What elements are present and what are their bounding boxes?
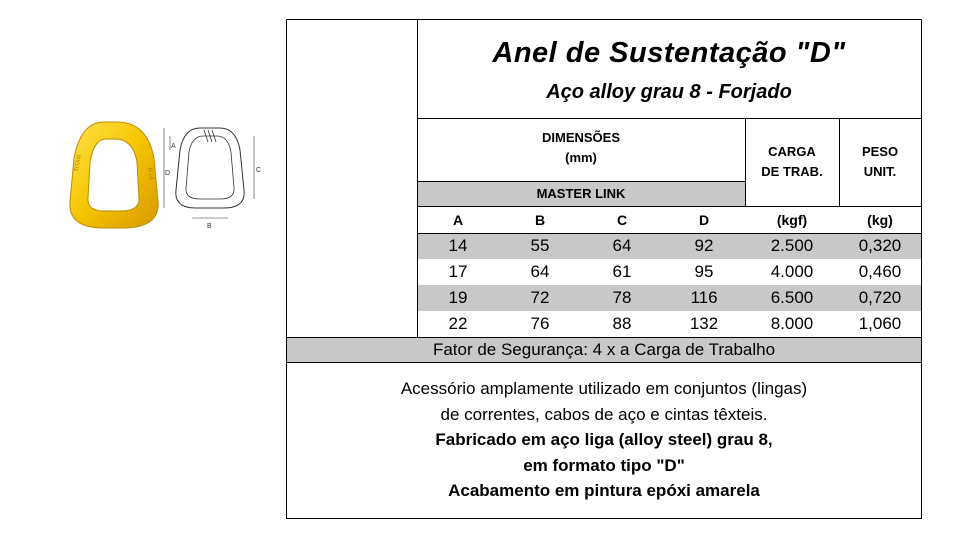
svg-text:TITAN: TITAN [74, 154, 83, 173]
working-load-label: CARGA [768, 144, 816, 159]
svg-text:8-14: 8-14 [146, 167, 155, 181]
column-header-kgf: (kgf) [776, 212, 808, 228]
dimensions-unit: (mm) [565, 150, 597, 165]
technical-drawing [162, 110, 282, 240]
column-header-d: D [698, 212, 710, 228]
table-cell: 0,720 [858, 288, 902, 307]
column-header-a: A [452, 212, 464, 228]
dimensions-header [417, 126, 745, 170]
table-cell: 61 [612, 262, 632, 281]
table-cell: 4.000 [770, 262, 814, 281]
description-line: em formato tipo "D" [523, 455, 685, 475]
safety-factor-note: Fator de Segurança: 4 x a Carga de Trabalho [432, 340, 776, 359]
working-load-header [745, 140, 839, 184]
master-link-header: MASTER LINK [536, 185, 626, 201]
dim-label-b: B [207, 223, 212, 230]
table-cell: 116 [690, 288, 718, 307]
table-cell: 72 [530, 288, 550, 307]
table-cell: 92 [694, 236, 714, 255]
description-line: Acessório amplamente utilizado em conjuntos (lingas) [400, 379, 808, 399]
table-cell: 55 [530, 236, 550, 255]
table-cell: 1,060 [858, 314, 902, 333]
dim-label-c: C [256, 167, 262, 174]
product-description [287, 372, 921, 508]
table-cell: 6.500 [770, 288, 814, 307]
working-load-label-2: DE TRAB. [761, 164, 823, 179]
dim-label-d: D [165, 170, 171, 177]
description-line: Fabricado em aço liga (alloy steel) grau 8, [435, 430, 773, 450]
table-cell: 0,460 [858, 262, 902, 281]
table-cell: 76 [530, 314, 550, 333]
product-title: Anel de Sustentação "D" [492, 36, 846, 69]
dimensions-label: DIMENSÕES [541, 130, 620, 145]
column-header-b: B [534, 212, 546, 228]
table-cell: 17 [448, 262, 468, 281]
column-header-kg: (kg) [867, 212, 893, 228]
table-cell: 95 [694, 262, 714, 281]
dim-label-a: A [171, 143, 176, 150]
table-cell: 78 [612, 288, 632, 307]
description-line: Acabamento em pintura epóxi amarela [448, 481, 760, 501]
product-subtitle: Aço alloy grau 8 - Forjado [546, 80, 792, 103]
table-cell: 0,320 [858, 236, 902, 255]
unit-weight-label: PESO [861, 144, 899, 159]
table-cell: 132 [689, 314, 719, 333]
unit-weight-label-2: UNIT. [863, 164, 897, 179]
table-cell: 64 [530, 262, 550, 281]
table-cell: 14 [448, 236, 468, 255]
table-cell: 64 [612, 236, 632, 255]
table-cell: 8.000 [770, 314, 814, 333]
table-cell: 2.500 [770, 236, 814, 255]
description-line: de correntes, cabos de aço e cintas têxteis. [440, 404, 768, 424]
spec-sheet [286, 19, 922, 519]
table-cell: 88 [612, 314, 632, 333]
column-header-c: C [616, 212, 628, 228]
table-cell: 22 [448, 314, 468, 333]
unit-weight-header [839, 140, 921, 184]
table-cell: 19 [448, 288, 468, 307]
product-image [62, 110, 282, 240]
